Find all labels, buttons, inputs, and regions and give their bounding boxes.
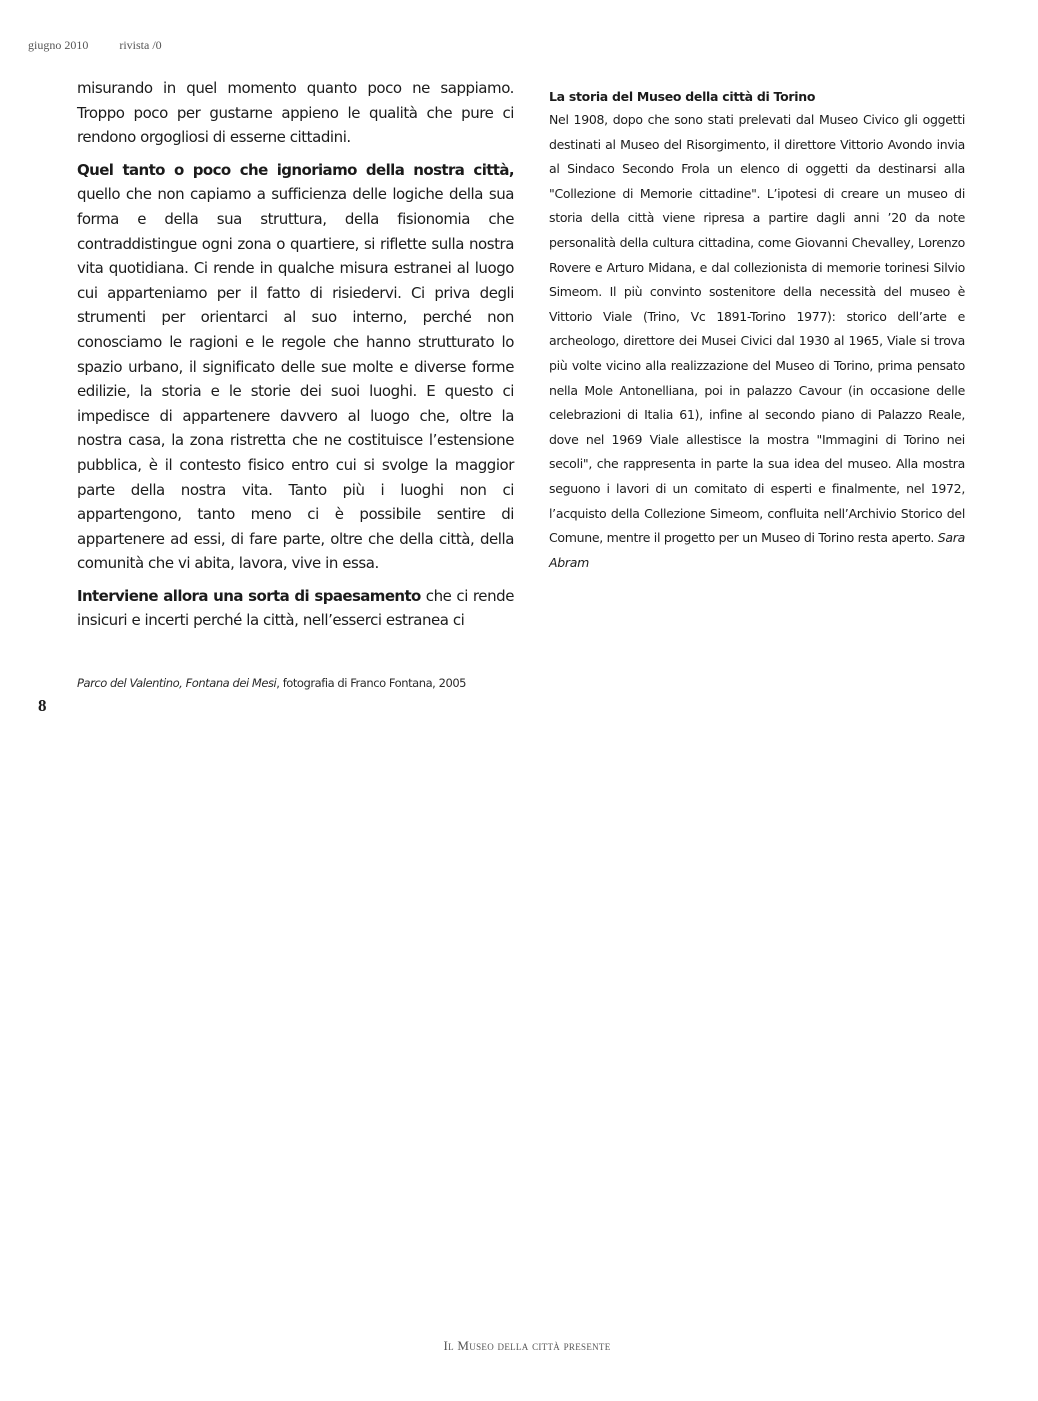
- sidebar-author: Sara Abram: [549, 530, 965, 570]
- sidebar-box: [549, 86, 965, 575]
- header-date: giugno 2010: [28, 38, 89, 52]
- sidebar-title: La storia del Museo della città di Torino: [549, 89, 816, 104]
- photo-caption: [77, 676, 547, 690]
- page-footer: Il Museo della città presente: [443, 1338, 611, 1353]
- sidebar-text: Nel 1908, dopo che sono stati prelevati dal Museo Civico gli oggetti destinati al Museo del Risorgimento, il direttore Vittorio Avondo invia al Sindaco Secondo Frola un elenco di oggetti da destinarsi alla "Collezione di Memorie cittadine". L’ipotesi di creare un museo di storia della città viene ripresa a partire dagli anni ’20 da note personalità della cultura cittadina, come Giovanni Chevalley, Lorenzo Rovere e Arturo Midana, e dal collezionista di memorie torinesi Silvio Simeom. Il più convinto sostenitore della necessità del museo è Vittorio Viale (Trino, Vc 1891-Torino 1977): storico dell’arte e archeologo, direttore dei Musei Civici dal 1930 al 1965, Viale si trova più volte vicino alla realizzazione del Museo di Torino, prima pensato nella Mole Antonelliana, poi in palazzo Cavour (in occasione delle celebrazioni di Italia 61), infine al secondo piano di Palazzo Reale, dove nel 1969 Viale allestisce la mostra "Immagini di Torino nei secoli", che rappresenta in parte la sua idea del museo. Alla mostra seguono i lavori di un comitato di esperti e finalmente, nel 1972, l’acquisto della Collezione Simeom, confluita nell’Archivio Storico del Comune, mentre il progetto per un Museo di Torino resta aperto.: [549, 112, 965, 546]
- page-header: [28, 38, 162, 53]
- paragraph-2-lead: Quel tanto o poco che ignoriamo della nostra città,: [77, 160, 514, 179]
- sidebar-body: [549, 108, 965, 575]
- paragraph-3-lead: Interviene allora una sorta di spaesamento: [77, 586, 421, 605]
- caption-title: Parco del Valentino, Fontana dei Mesi: [77, 676, 277, 690]
- paragraph-3: [77, 584, 514, 633]
- paragraph-2: [77, 158, 514, 576]
- paragraph-2-body: quello che non capiamo a sufficienza delle logiche della sua forma e della sua struttura, della fisionomia che contraddistingue ogni zona o quartiere, si riflette sulla nostra vita quotidiana. Ci rende in qualche misura estranei al luogo cui apparteniamo per il fatto di risiedervi. Ci priva degli strumenti per orientarci al suo interno, perché non conosciamo le ragioni e le regole che hanno strutturato lo spazio urbano, il significato delle sue molte e diverse forme edilizie, la storia e le storie dei suoi luoghi. E questo ci impedisce di appartenere davvero al luogo che, oltre la nostra casa, la zona ristretta che ne costituisce l’estensione pubblica, è il contesto fisico entro cui si svolge la maggior parte della nostra vita. Tanto più i luoghi non ci appartengono, tanto meno ci è possibile sentire di appartenere ad essi, di fare parte, oltre che della città, della comunità che vi abita, lavora, vive in essa.: [77, 185, 514, 573]
- paragraph-1: misurando in quel momento quanto poco ne sappiamo. Troppo poco per gustarne appieno le qualità che pure ci rendono orgogliosi di esserne cittadini.: [77, 79, 514, 147]
- header-issue: rivista /0: [119, 38, 162, 52]
- paragraph-3-body: che ci rende insicuri e incerti perché la città, nell’esserci estranea ci: [77, 586, 514, 630]
- page-number: 8: [38, 696, 47, 715]
- caption-credit: , fotografia di Franco Fontana, 2005: [276, 676, 467, 690]
- main-article-column: [77, 76, 514, 641]
